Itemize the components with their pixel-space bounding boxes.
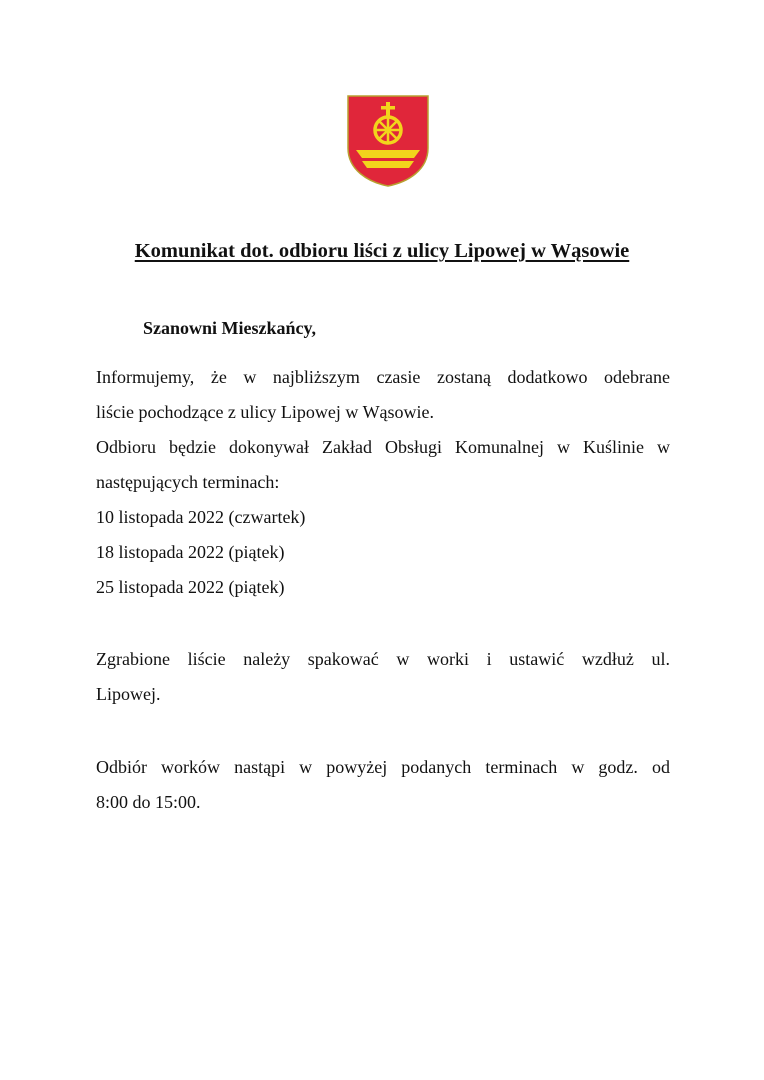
date-item: 10 listopada 2022 (czwartek): [96, 507, 306, 527]
date-item: 25 listopada 2022 (piątek): [96, 577, 285, 597]
page-title: Komunikat dot. odbioru liści z ulicy Lipowej w Wąsowie: [134, 240, 630, 262]
paragraph-instructions: [96, 642, 670, 712]
paragraph-collector-line-1: Odbioru będzie dokonywał Zakład Obsługi Komunalnej w Kuślinie w: [96, 437, 670, 457]
paragraph-pickup-line-2: 8:00 do 15:00.: [96, 792, 201, 812]
paragraph-instructions-line-2: Lipowej.: [96, 684, 161, 704]
paragraph-instructions-line-1: Zgrabione liście należy spakować w worki i ustawić wzdłuż ul.: [96, 649, 670, 669]
paragraph-pickup-line-1: Odbiór worków nastąpi w powyżej podanych terminach w godz. od: [96, 757, 670, 777]
greeting: Szanowni Mieszkańcy,: [143, 318, 317, 338]
coat-of-arms-icon: [346, 94, 430, 188]
paragraph-info: [96, 360, 670, 605]
paragraph-info-line-1: Informujemy, że w najbliższym czasie zostaną dodatkowo odebrane: [96, 367, 670, 387]
paragraph-collector-line-2: następujących terminach:: [96, 472, 280, 492]
date-item: 18 listopada 2022 (piątek): [96, 542, 285, 562]
paragraph-pickup-time: [96, 750, 670, 820]
paragraph-info-line-2: liście pochodzące z ulicy Lipowej w Wąsowie.: [96, 402, 435, 422]
